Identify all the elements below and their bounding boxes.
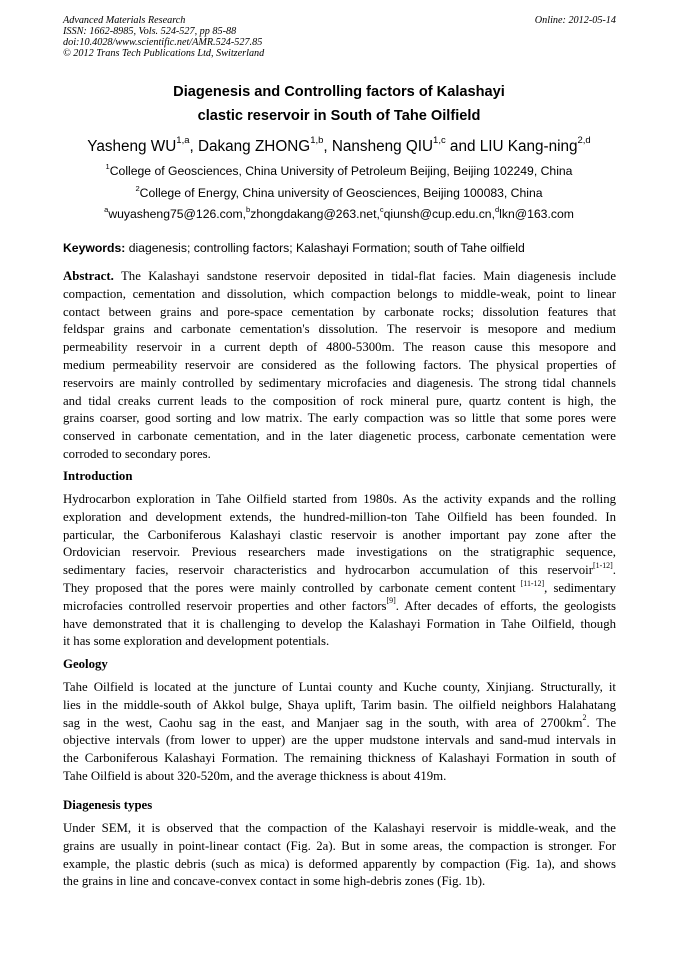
email-mark: d <box>494 204 500 214</box>
body-line: Hydrocarbon exploration in Tahe Oilfield started from 1980s. As the activity expands and the rolling <box>63 492 616 506</box>
citation: [1-12] <box>592 560 613 570</box>
abstract-label: Abstract. <box>63 269 114 283</box>
section-heading-geology: Geology <box>63 657 108 671</box>
abstract-line: compaction, cementation and dissolution, which compaction belongs to middle-weak, point to linear <box>63 286 616 301</box>
paper-title-line-1: Diagenesis and Controlling factors of Kalashayi <box>173 84 505 100</box>
body-line: Tahe Oilfield is located at the juncture of Luntai county and Kuche county, Xinjiang. Structurally, it <box>63 680 616 694</box>
abstract-line: contact between grains and pore-space cementation by carbonate rocks; dissolution features that <box>63 304 616 319</box>
body-text: . After decades of efforts, the geologists <box>395 598 616 613</box>
keywords <box>63 241 616 255</box>
affiliation-mark: 1 <box>105 161 110 171</box>
abstract <box>63 268 616 464</box>
journal-name: Advanced Materials Research <box>63 15 186 26</box>
doi-line: doi:10.4028/www.scientific.net/AMR.524-527.85 <box>63 37 263 48</box>
online-date: Online: 2012-05-14 <box>534 15 616 26</box>
copyright-line: © 2012 Trans Tech Publications Ltd, Switzerland <box>63 48 265 59</box>
email-address: wuyasheng75@126.com, <box>108 207 247 221</box>
body-line: Tahe Oilfield is about 320-520m, and the average thickness is about 419m. <box>63 768 447 783</box>
author-name: LIU Kang-ning <box>479 138 578 155</box>
abstract-line: and tidal creaks current leads to the composition of rock mineral pure, quartz content is high, the <box>63 393 616 408</box>
affiliation-1 <box>40 161 638 178</box>
email-address: lkn@163.com <box>499 207 574 221</box>
body-line: have demonstrated that it is challenging to develop the Kalashayi Formation in Tahe Oilfield, though <box>63 616 616 631</box>
body-line: Ordovician reservoir. Previous researchers made investigations on the stratigraphic sequence, <box>63 545 616 560</box>
body-line: exploration and development extends, the hundred-million-ton Tahe Oilfield has been founded. In <box>63 509 616 524</box>
email-mark: c <box>379 204 384 214</box>
author-separator: , <box>323 138 332 155</box>
body-line: microfacies controlled reservoir properties and other factors <box>63 598 387 613</box>
author-name: Dakang ZHONG <box>197 138 311 155</box>
keywords-text: diagenesis; controlling factors; Kalashayi Formation; south of Tahe oilfield <box>125 241 525 255</box>
affiliation-text: College of Geosciences, China University of Petroleum Beijing, Beijing 102249, China <box>109 164 573 178</box>
body-line: grains are usually in point-linear contact (Fig. 2a). But in some areas, the compaction is stronger. For <box>63 838 616 853</box>
email-address: zhongdakang@263.net, <box>250 207 380 221</box>
author-affiliation-mark: 2,d <box>577 135 591 147</box>
body-line: sedimentary facies, reservoir characteristics and hydrocarbon accumulation of this reservoir <box>63 563 593 578</box>
abstract-line: feldspar grains and carbonate cementation's dissolution. The reservoir is mesopore and medium <box>63 322 616 337</box>
body-line: They proposed that the pores were mainly controlled by carbonate cement content <box>63 580 516 595</box>
abstract-line: corroded to secondary pores. <box>63 446 211 461</box>
body-line: the Carboniferous Kalashayi Formation. The remaining thickness of Kalashayi Formation in south of <box>63 751 616 766</box>
superscript: 2 <box>582 713 587 723</box>
email-mark: a <box>104 204 109 214</box>
section-heading-introduction: Introduction <box>63 469 133 483</box>
body-line: it has some exploration and development potentials. <box>63 634 330 649</box>
citation: [9] <box>386 596 396 606</box>
author-list <box>40 135 638 156</box>
diagenesis-paragraph <box>63 820 616 891</box>
affiliation-2 <box>40 183 638 200</box>
issn-line: ISSN: 1662-8985, Vols. 524-527, pp 85-88 <box>63 26 237 37</box>
body-line: example, the plastic debris (such as mica) is deformed apparently by compaction (Fig. 1a), and shows <box>63 856 616 871</box>
abstract-line: grains coarser, good sorting and low matrix. The early compaction was so little that some pores were <box>63 411 616 426</box>
body-text: . The <box>586 715 616 730</box>
body-line: objective intervals (from lower to upper) are the upper mudstone intervals and sand-mud intervals in <box>63 733 616 748</box>
keywords-label: Keywords: <box>63 241 126 255</box>
author-separator: , <box>189 138 198 155</box>
body-text: . <box>612 563 616 578</box>
journal-header <box>63 15 616 59</box>
affiliation-text: College of Energy, China university of Geosciences, Beijing 100083, China <box>139 186 543 200</box>
paper-title-line-2: clastic reservoir in South of Tahe Oilfield <box>197 108 481 124</box>
affiliation-mark: 2 <box>135 183 140 193</box>
section-heading-diagenesis-types: Diagenesis types <box>63 798 153 812</box>
geology-paragraph <box>63 679 616 786</box>
citation: [11-12] <box>515 578 545 588</box>
abstract-line: The Kalashayi sandstone reservoir deposited in tidal-flat facies. Main diagenesis include <box>113 269 616 283</box>
body-line: the grains in line and concave-convex contact in some high-debris zones (Fig. 1b). <box>63 874 486 889</box>
author-emails <box>40 204 638 221</box>
introduction-paragraph <box>63 491 616 651</box>
body-text: , sedimentary <box>544 580 616 595</box>
author-name: Yasheng WU <box>87 138 177 155</box>
body-line: particular, the Carboniferous Kalashayi clastic reservoir is another important pay zone after the <box>63 527 616 542</box>
abstract-line: medium permeability reservoir are considered as the following factors. The physical properties of <box>63 357 616 372</box>
abstract-line: permeability reservoir in a current depth of 4800-5300m. The reason cause this mesopore and <box>63 340 616 355</box>
abstract-line: reservoirs are mainly controlled by sedimentary microfacies and diagenesis. The strong tidal channels <box>63 375 616 390</box>
abstract-line: conserved in carbonate cementation, and in the later diagenetic process, carbonate cementation were <box>63 429 616 444</box>
body-line: lies in the middle-south of Akkol bulge, Shaya uplift, Tarim basin. The oilfield neighbors Halahatang <box>63 697 616 712</box>
email-address: qiunsh@cup.edu.cn, <box>383 207 495 221</box>
author-affiliation-mark: 1,c <box>433 135 446 147</box>
email-mark: b <box>246 204 251 214</box>
author-affiliation-mark: 1,a <box>176 135 190 147</box>
author-affiliation-mark: 1,b <box>310 135 324 147</box>
body-line: Under SEM, it is observed that the compaction of the Kalashayi reservoir is middle-weak, and the <box>63 821 616 835</box>
author-name: Nansheng QIU <box>331 138 434 155</box>
author-conjunction: and <box>445 138 480 155</box>
body-line: sag in the west, Caohu sag in the east, and Manjaer sag in the south, with area of 2700km <box>63 715 583 730</box>
